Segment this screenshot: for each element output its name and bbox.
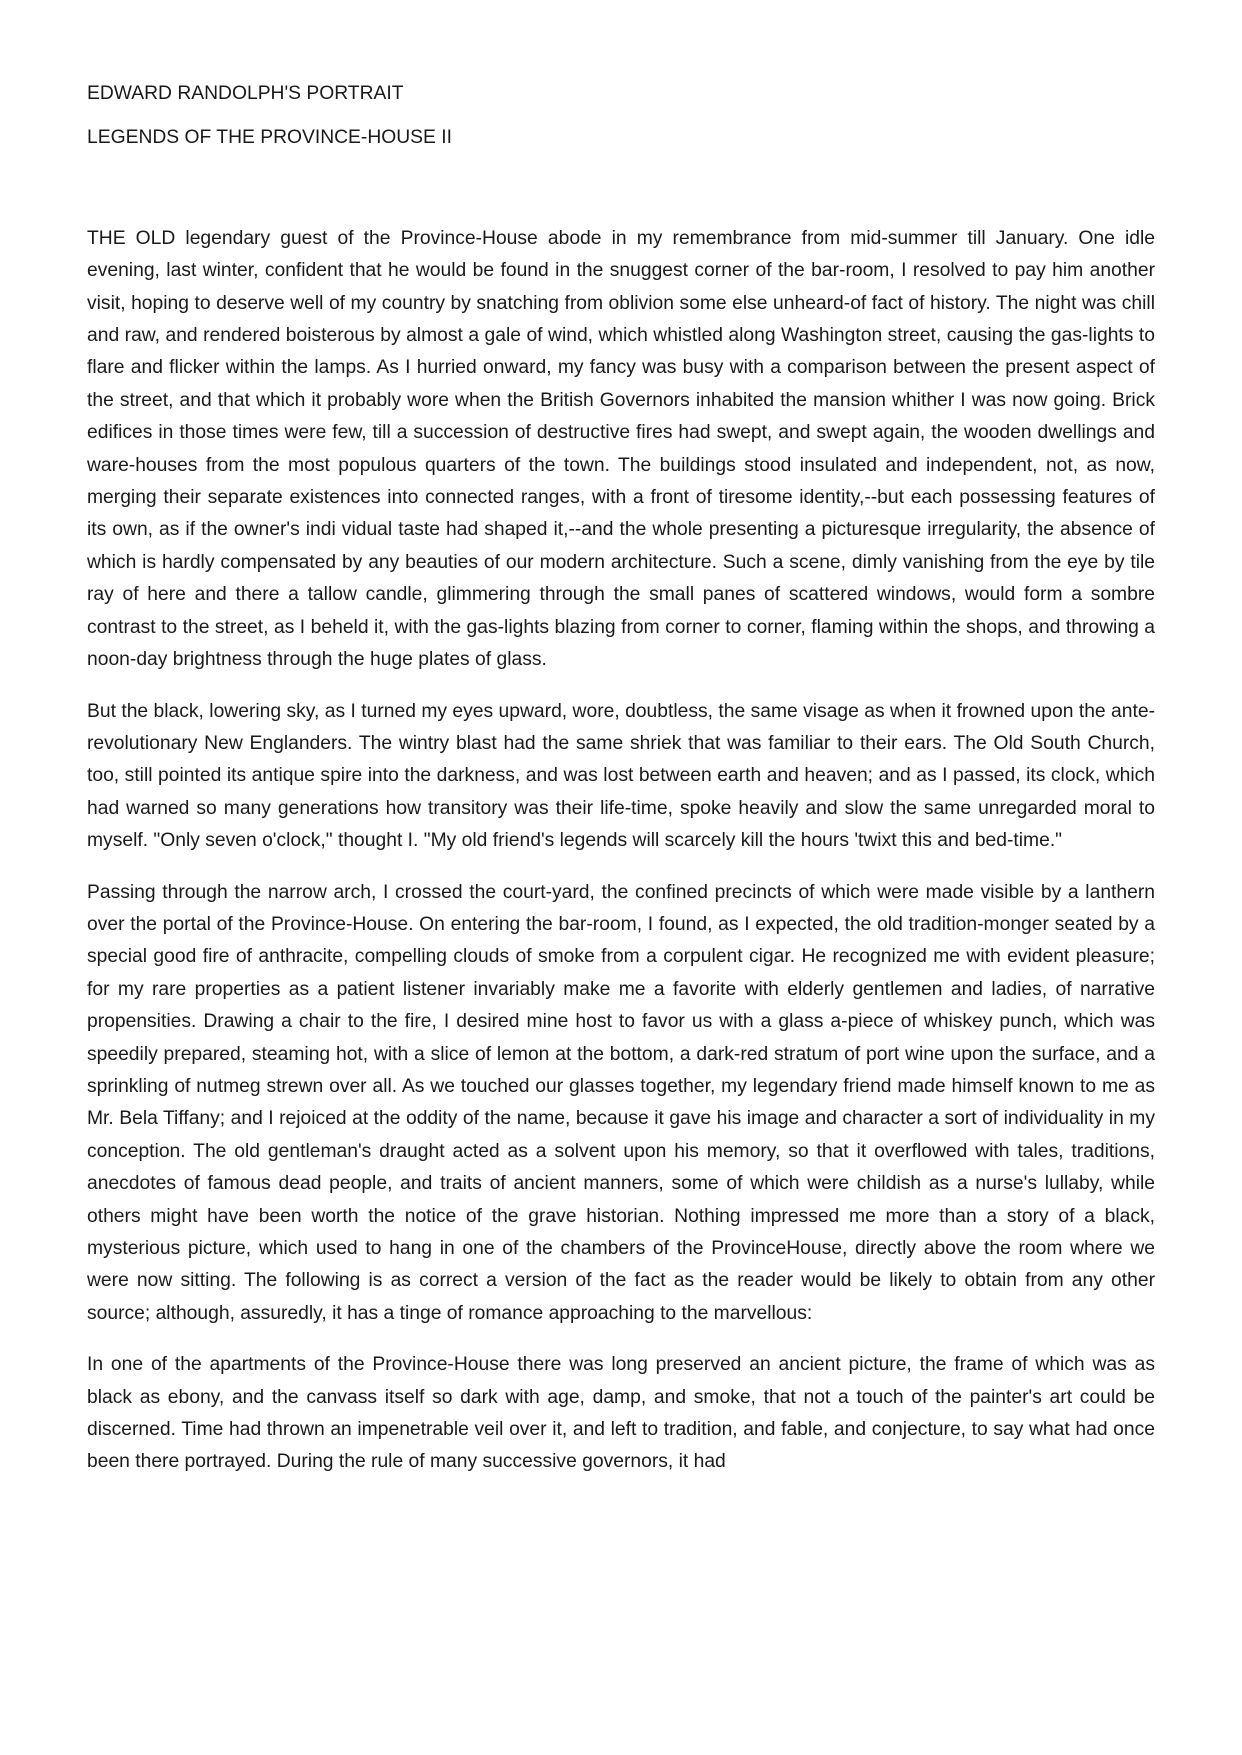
paragraph-1: THE OLD legendary guest of the Province-House abode in my remembrance from mid-summer till January. One idle evening, last winter, confident that he would be found in the snuggest corner of the bar-room, I resolved to pay him another visit, hoping to deserve well of my country by snatching from oblivion some else unheard-of fact of history. The night was chill and raw, and rendered boisterous by almost a gale of wind, which whistled along Washington street, causing the gas-lights to flare and flicker within the lamps. As I hurried onward, my fancy was busy with a comparison between the present aspect of the street, and that which it probably wore when the British Governors inhabited the mansion whither I was now going. Brick edifices in those times were few, till a succession of destructive fires had swept, and swept again, the wooden dwellings and ware-houses from the most populous quarters of the town. The buildings stood insulated and independent, not, as now, merging their separate existences into connected ranges, with a front of tiresome identity,--but each possessing features of its own, as if the owner's indi vidual taste had shaped it,--and the whole presenting a picturesque irregularity, the absence of which is hardly compensated by any beauties of our modern architecture. Such a scene, dimly vanishing from the eye by tile ray of here and there a tallow candle, glimmering through the small panes of scattered windows, would form a sombre contrast to the street, as I beheld it, with the gas-lights blazing from corner to corner, flaming within the shops, and throwing a noon-day brightness through the huge plates of glass. xyxy=(87,227,1155,671)
document-subtitle: LEGENDS OF THE PROVINCE-HOUSE II xyxy=(87,127,452,149)
document-page xyxy=(87,78,1155,1498)
paragraph-2: But the black, lowering sky, as I turned my eyes upward, wore, doubtless, the same visage as when it frowned upon the ante-revolutionary New Englanders. The wintry blast had the same shriek that was familiar to their ears. The Old South Church, too, still pointed its antique spire into the darkness, and was lost between earth and heaven; and as I passed, its clock, which had warned so many generations how transitory was their life-time, spoke heavily and slow the same unregarded moral to myself. "Only seven o'clock," thought I. "My old friend's legends will scarcely kill the hours 'twixt this and bed-time." xyxy=(87,700,1155,852)
document-body xyxy=(87,223,1155,1479)
document-title: EDWARD RANDOLPH'S PORTRAIT xyxy=(87,83,404,104)
paragraph-4: In one of the apartments of the Province-House there was long preserved an ancient picture, the frame of which was as black as ebony, and the canvass itself so dark with age, damp, and smoke, that not a touch of the painter's art could be discerned. Time had thrown an impenetrable veil over it, and left to tradition, and fable, and conjecture, to say what had once been there portrayed. During the rule of many successive governors, it had xyxy=(87,1354,1155,1473)
paragraph-3: Passing through the narrow arch, I crossed the court-yard, the confined precincts of which were made visible by a lanthern over the portal of the Province-House. On entering the bar-room, I found, as I expected, the old tradition-monger seated by a special good fire of anthracite, compelling clouds of smoke from a corpulent cigar. He recognized me with evident pleasure; for my rare properties as a patient listener invariably make me a favorite with elderly gentlemen and ladies, of narrative propensities. Drawing a chair to the fire, I desired mine host to favor us with a glass a-piece of whiskey punch, which was speedily prepared, steaming hot, with a slice of lemon at the bottom, a dark-red stratum of port wine upon the surface, and a sprinkling of nutmeg strewn over all. As we touched our glasses together, my legendary friend made himself known to me as Mr. Bela Tiffany; and I rejoiced at the oddity of the name, because it gave his image and character a sort of individuality in my conception. The old gentleman's draught acted as a solvent upon his memory, so that it overflowed with tales, traditions, anecdotes of famous dead people, and traits of ancient manners, some of which were childish as a nurse's lullaby, while others might have been worth the notice of the grave historian. Nothing impressed me more than a story of a black, mysterious picture, which used to hang in one of the chambers of the ProvinceHouse, directly above the room where we were now sitting. The following is as correct a version of the fact as the reader would be likely to obtain from any other source; although, assuredly, it has a tinge of romance approaching to the marvellous: xyxy=(87,881,1155,1324)
